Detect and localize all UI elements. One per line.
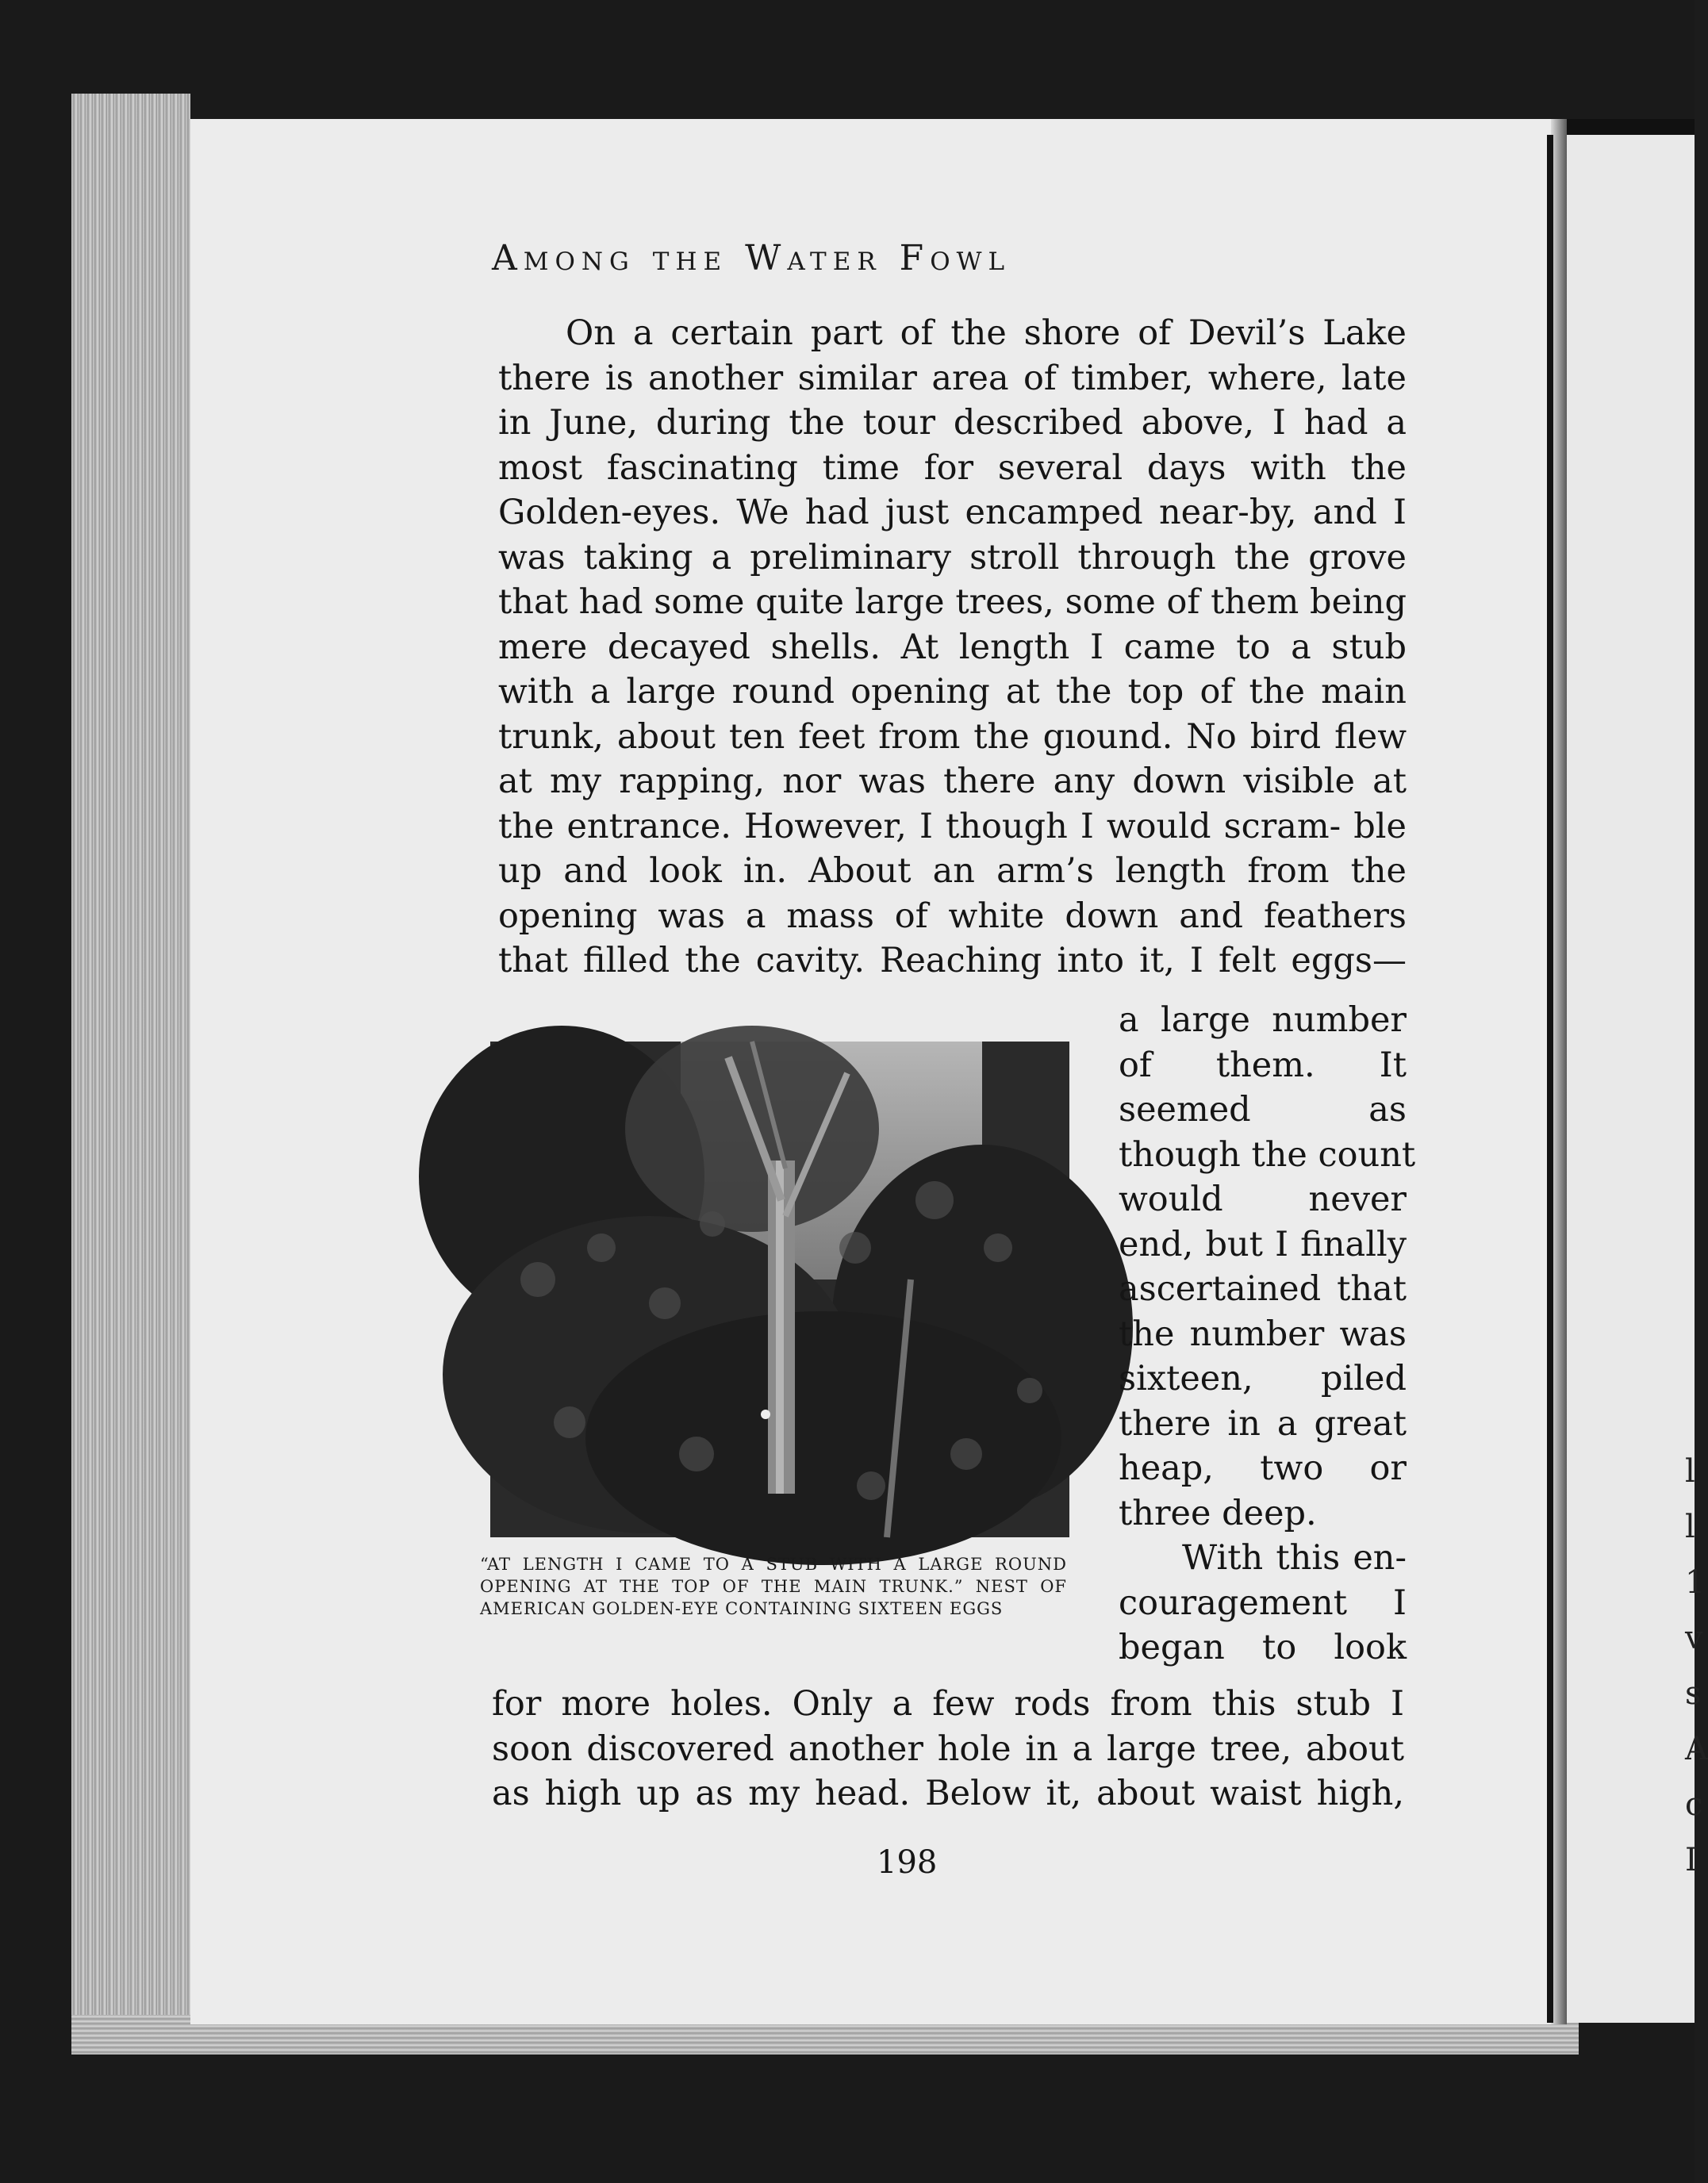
text-line: ble up and look in. About an arm’s length from bbox=[498, 806, 1407, 891]
text-line: three deep. bbox=[1119, 1493, 1317, 1533]
text-line: Golden-eyes. We had just encamped near-by, and bbox=[498, 493, 1377, 532]
text-line: soon discovered another hole in a large tree, about bbox=[492, 1728, 1404, 1769]
text-line: for more holes. Only a few rods from this stub I bbox=[492, 1684, 1404, 1724]
next-page-top-shadow bbox=[1567, 119, 1695, 136]
text-line: most fascinating time for several days with the bbox=[498, 447, 1407, 488]
text-line: seemed as bbox=[1119, 1090, 1407, 1130]
paragraph-2-continuation bbox=[492, 1682, 1404, 1817]
text-line: couragement I bbox=[1119, 1583, 1407, 1623]
text-line: there is another similar area of timber, where, late bbox=[498, 358, 1407, 398]
next-page-fragment: l bbox=[1685, 1453, 1695, 1490]
text-line: of them. It bbox=[1119, 1045, 1407, 1085]
paragraph-1-text bbox=[498, 311, 1407, 984]
text-line: mere decayed shells. At length I came to a stub bbox=[498, 627, 1407, 667]
running-header: Among the Water Fowl bbox=[492, 238, 1011, 278]
next-page-fragment: 1 bbox=[1685, 1564, 1706, 1601]
text-line: trunk, about ten feet from the gıound. No bird bbox=[498, 716, 1322, 757]
page-number: 198 bbox=[877, 1844, 938, 1881]
text-line: began to look bbox=[1119, 1628, 1407, 1667]
next-page-fragment: I bbox=[1685, 1842, 1698, 1878]
paragraph-1 bbox=[498, 311, 1407, 984]
text-line: end, but I finally bbox=[1119, 1224, 1407, 1264]
text-line: With this en- bbox=[1182, 1538, 1407, 1578]
text-line: would never bbox=[1119, 1180, 1407, 1219]
text-line: there in a great bbox=[1119, 1403, 1407, 1444]
next-page-fragment: c bbox=[1685, 1786, 1703, 1823]
text-line: ascertained that bbox=[1119, 1269, 1407, 1309]
text-line: in June, during the tour described above, I had a bbox=[498, 403, 1407, 443]
text-line: I was taking a preliminary stroll through the grove bbox=[498, 493, 1407, 577]
text-line: flew at my rapping, nor was there any down visible bbox=[498, 716, 1407, 801]
figure-photo bbox=[490, 1042, 1069, 1537]
next-page-sliver bbox=[1567, 135, 1708, 2023]
next-page-fragment: s bbox=[1685, 1675, 1702, 1712]
next-page-fragment: l bbox=[1685, 1509, 1695, 1545]
text-line: that had some quite large trees, some of them being bbox=[498, 582, 1407, 622]
next-page-fragments bbox=[1685, 1444, 1708, 1888]
figure-caption: “AT LENGTH I CAME TO A STUB WITH A LARGE ROUND OPENING AT THE TOP OF THE MAIN TRUNK.” NEST OF AMERICAN GOLDEN-EYE CONTAINING SIXTEEN EGGS bbox=[480, 1555, 1067, 1618]
next-page-fragment: v bbox=[1685, 1620, 1703, 1656]
text-line: with a large round opening at the top of the main bbox=[498, 672, 1407, 712]
text-line: the number was bbox=[1119, 1314, 1407, 1354]
text-line: the opening was a mass of white down and feathers bbox=[498, 851, 1407, 936]
side-column bbox=[1119, 998, 1416, 1671]
text-line: that filled the cavity. Reaching into it, I felt eggs— bbox=[498, 941, 1407, 980]
trees-illustration bbox=[490, 1042, 1069, 1537]
spine-shadow bbox=[1551, 119, 1567, 2024]
text-line: as high up as my head. Below it, about waist high, bbox=[492, 1774, 1404, 1813]
next-page-fragment: A bbox=[1685, 1731, 1708, 1767]
text-line: sixteen, piled bbox=[1119, 1359, 1407, 1398]
gutter-line bbox=[1547, 135, 1553, 2023]
text-line: at the entrance. However, I though I would scram- bbox=[498, 762, 1407, 846]
text-line: heap, two or bbox=[1119, 1448, 1407, 1488]
book-page-edges bbox=[71, 94, 190, 2053]
text-line: On a certain part of the shore of Devil’s Lake bbox=[566, 313, 1407, 353]
text-line: though the count bbox=[1119, 1134, 1416, 1175]
text-line: a large number bbox=[1119, 1000, 1407, 1040]
